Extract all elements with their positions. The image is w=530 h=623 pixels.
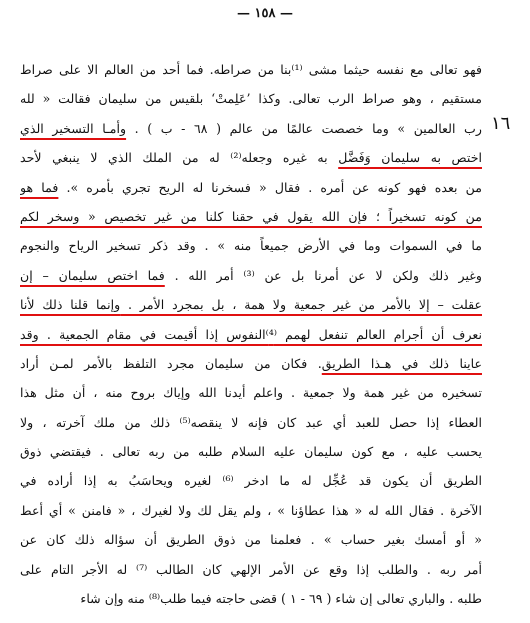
text-line: [20, 584, 482, 613]
text-line: [20, 349, 482, 378]
text-segment: من بعده فهو كونه عن أمره . فقال « فسخرنا له الريح تجري بأمره ».: [58, 179, 482, 195]
text-segment: . فكان من سليمان مجرد التلفظ بالأمر لمـن أراد: [20, 355, 322, 371]
text-segment: العطاء إذا حصل للعبد أي عبد كان فإنه لا ينقصه⁽⁵⁾ ذلك من ملك آخرته ، ولا: [20, 414, 482, 430]
text-line: [20, 55, 482, 84]
text-line: [20, 378, 482, 407]
text-line: [20, 261, 482, 290]
text-line: [20, 231, 482, 260]
text-line: [20, 525, 482, 554]
text-line: [20, 114, 482, 143]
page-number: — ١٥٨ —: [236, 6, 293, 21]
text-line: [20, 320, 482, 349]
text-line: [20, 173, 482, 202]
text-line: [20, 466, 482, 495]
text-line: [20, 496, 482, 525]
text-line: [20, 143, 482, 172]
text-line: [20, 84, 482, 113]
margin-line-number: ١٦: [491, 113, 511, 134]
underlined-text: اختص به سليمان وَفَضَّل: [338, 150, 482, 166]
text-segment: يحسب عليه ، مع كون سليمان عليه السلام طلبه من ربه تعالى . فيقتضي ذوق: [20, 444, 482, 460]
text-segment: أمر ربه . والطلب إذا وقع عن الأمر الإلهي كان الطالب ⁽⁷⁾ له الأجر التام على: [20, 561, 482, 577]
text-segment: وغير ذلك ولكن لا عن أمرنا بل عن ⁽³⁾ أمر الله .: [164, 267, 482, 283]
underlined-text: عقلت – إلا بالأمر من غير جمعية ولا همة ، بل بمجرد الأمر .: [120, 297, 482, 313]
text-segment: الآخرة . فقال الله له « هذا عطاؤنا » ، ولم يقل لك ولا لغيرك ، « فامنن » أي أعط: [20, 502, 482, 518]
underlined-text: نعرف أن أجرام العالم تنفعل لهمم ⁽⁴⁾النفوس إذا أقيمت في مقام الجمعية . وقد: [20, 326, 482, 342]
text-line: [20, 202, 482, 231]
underlined-text: وإنما قلنا ذلك لأنا: [20, 297, 121, 313]
text-segment: مستقيم ، وهو صراط الرب تعالى. وكذا ’عَلِمتْ‘ بلقيس من سليمان فقالت « لله: [20, 91, 482, 107]
text-segment: به غيره وجعله⁽²⁾ له من الملك الذي لا ينبغي لأحد: [20, 150, 339, 166]
underlined-text: فما هو: [20, 179, 59, 195]
text-segment: « أو أمسك بغير حساب » . فعلمنا من ذوق الطريق أن سؤاله ذلك كان عن: [20, 532, 482, 548]
text-segment: الطريق أن يكون قد عُجِّل له ما ادخر ⁽⁶⁾ لغيره ويحاسَبُ به إذا أراده في: [20, 473, 482, 489]
underlined-text: عاينا ذلك في هـذا الطريق: [321, 355, 482, 371]
text-segment: طلبه . والباري تعالى إن شاء ( ٦٩ - ١ ) قضى حاجته فيما طلب⁽⁸⁾ منه وإن شاء: [80, 591, 482, 607]
text-segment: ما في السموات وما في الأرض جميعاً منه » . وقد ذكر تسخير الرياح والنجوم: [20, 238, 482, 254]
underlined-text: وأمـا التسخير الذي: [20, 120, 127, 136]
text-line: [20, 555, 482, 584]
text-segment: تسخيره من غير همة ولا جمعية . واعلم أيدنا الله وإياك بروح منه ، أن مثل هذا: [20, 385, 482, 401]
underlined-text: فما اختص سليمان – إن: [20, 267, 165, 283]
underlined-text: من كونه تسخيراً ؛ فإن الله يقول في حقنا كلنا من غير تخصيص « وسخر لكم: [20, 208, 482, 224]
text-line: [20, 437, 482, 466]
text-segment: رب العالمين » وما خصصت عالمًا من عالم ( ٦٨ - ب ) .: [126, 120, 482, 136]
body-paragraph: [20, 55, 482, 613]
text-line: [20, 290, 482, 319]
text-line: [20, 408, 482, 437]
text-segment: فهو تعالى مع نفسه حيثما مشى ⁽¹⁾بنا من صراطه. فما أحد من العالم الا على صراط: [20, 62, 482, 77]
